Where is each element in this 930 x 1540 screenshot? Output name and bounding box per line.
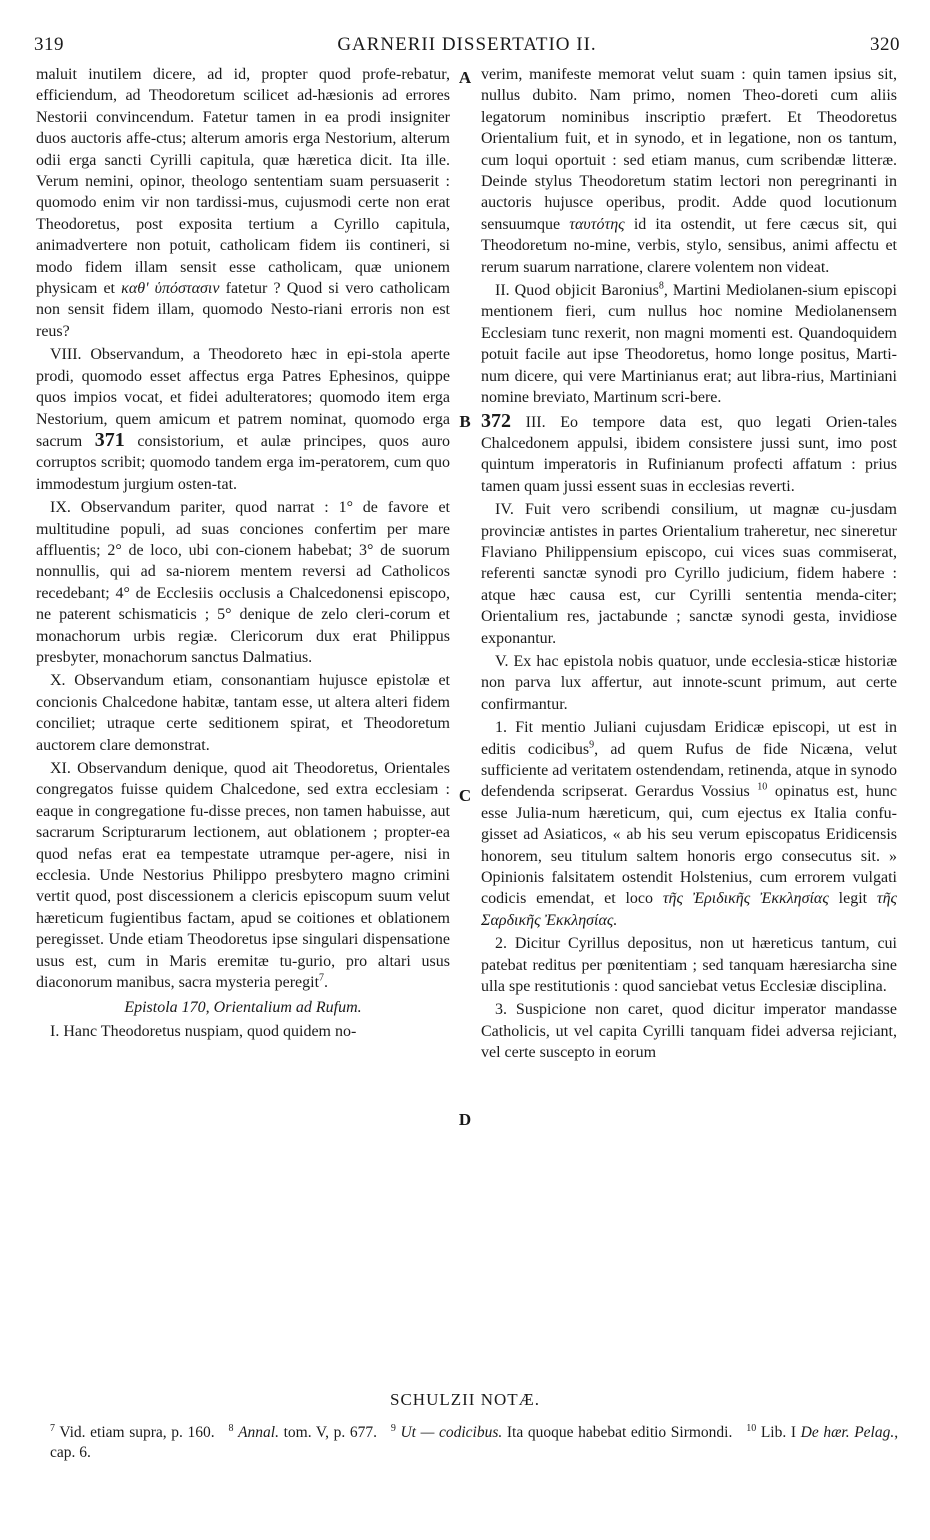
footnote-marker: 7: [50, 1422, 55, 1434]
paragraph: IV. Fuit vero scribendi consilium, ut magnæ cu-jusdam provinciæ antistes in partes Orientalium traheretur, nec sineretur Flaviano Philippensium episcopo, cui vices suas commiserat, referenti sanctæ synodi pro Cyrillo judicium, fidem habere : atque hæc causa est, cur Cyrilli sententia menda-citer; Orientalium res, jactabunde ; sanctæ synodi gesta, invidiose exponantur.: [481, 501, 897, 647]
paragraph: 2. Dicitur Cyrillus depositus, non ut hæreticus tantum, cui patebat reditus per pœnitentiam ; sed tanquam hæresiarcha sine ulla spe restitutionis : quod sanciebat vetus Ecclesiæ disciplina.: [481, 935, 897, 996]
marginal-page-number: 372: [481, 409, 511, 432]
margin-letter-b: B: [459, 412, 471, 431]
footnote-text: Lib. I: [760, 1424, 797, 1441]
footnote-text: Ita quoque habebat editio Sirmondi.: [506, 1424, 733, 1441]
paragraph: 1. Fit mentio Juliani cujusdam Eridicæ episcopi, ut est in editis codicibus$^9$, ad quem Rufus de fide Nicæna, velut sufficiente ad veritatem ostendendam, retinenda, atque in synodo defendenda scripserat. Gerardus Vossius $^{10}$ opinatus est, hunc esse Julia-num hæreticum, qui, cum ejectus ex Italia confu-gisset ad Asiaticos, « ab his seu verum episcopatus Eridicensis honorem, seu titulum saltem honoris ergo consecutus sit. » Opinionis falsitatem ostendit Holstenius, cum errorem vulgati codicis emendat, et loco τῆς Ἐριδικῆς Ἐκκλησίας legit τῆς Σαρδικῆς Ἐκκλησίας.: [481, 719, 898, 929]
running-title: GARNERII DISSERTATIO II.: [337, 34, 597, 55]
paragraph: I. Hanc Theodoretus nuspiam, quod quidem no-: [50, 1022, 357, 1040]
paragraph: XI. Observandum denique, quod ait Theodoretus, Orientales congregatos fuisse quidem Chalcedone, sed extra ecclesiam : eaque in congregatione fu-disse preces, non tamen habuisse, aut sacrarum Scripturarum lectionem, aut oblationem ; propter-ea quod nefas erat ea tempestate utramque per-agere, nisi in ecclesia. Unde Nestorius Philippo presbytero magno crimini vertit quod, post discessionem a clericis episcopum suum velut hæreticum fugientibus factam, apud se coitiones et oblationem peregisset. Unde etiam Theodoretus ipse singulari dispensatione usus est, cum in Maris eremitæ tu-gurio, pro altari usus diaconorum manibus, sacra mysteria peregit$^7$.: [36, 760, 450, 992]
paragraph: 3. Suspicione non caret, quod dicitur imperator mandasse Catholicis, ut vel capita Cyrilli tanquam fidei adversa rejiciant, vel certe suscepto in eorum: [481, 1001, 897, 1062]
footnote-text: De hær. Pelag.: [800, 1424, 895, 1441]
paragraph: maluit inutilem dicere, ad id, propter quod profe-rebatur, efficiendum, ad Theodoretum scilicet ad-hæsionis ad errores Nestorii convincendum. Fatetur tamen in ea prodi insigniter duos auctoris affe-ctus; alterum amoris erga Nestorium, alterum odii erga sancti Cyrilli capitula, quæ hæretica dicit. Ita ille. Verum nemini, opinor, theologo sententiam suam persuaserit : quomodo enim vir non tardissi-mus, cujusmodi certe non erat Theodoretus, post exposita tertium a Cyrillo capitula, animadvertere non potuit, catholicam fidem iis contineri, si modo fidem illam sensit esse catholicam, quæ unionem physicam et καθ' ὑπόστασιν fatetur ? Quod si vero catholicam non sensit fidem illam, quomodo Nesto-riani erroris non est reus?: [36, 66, 450, 340]
paragraph: VIII. Observandum, a Theodoreto hæc in epi-stola aperte prodi, quomodo esset affectus erga Patres Ephesinos, quippe quos impios vocat, et fidei adulteratores; quomodo item erga Nestorium, quem amicum et patrem nominat, quomodo erga sacrum 371 consistorium, et aulæ principes, quos auro corruptos scribit; quomodo tandem erga im-peratorem, cum quo immodestum jurgium osten-tat.: [36, 346, 451, 493]
footnote-ref: 9: [589, 739, 595, 751]
footnote-text: Ut — codicibus.: [400, 1424, 503, 1441]
page-header: [34, 34, 900, 60]
paragraph: verim, manifeste memorat velut suam : quin tamen ipsius sit, nullus dubito. Nam primo, nomen Theo-doreti cum aliis legatorum nominibus inscriptio præfert. Et Theodoretus Orientalium fuit, et in synodo, et in legatione, non os tantum, cum loqui oportuit : sed etiam manus, cum scribendæ litteræ. Deinde stylus Theodoretum statim lectori non peregrinanti in auctoris hujusce operibus, prodit. Adde quod locutionum sensuumque ταυτότης id ita ostendit, ut fere cæcus sit, qui Theodoretum no-mine, verbis, stylo, sensibus, animi affectu et rerum suarum narratione, clarere volentem non videat.: [481, 66, 898, 276]
footnote-text: Vid. etiam supra, p. 160.: [59, 1424, 215, 1441]
footnote-text: Annal.: [238, 1424, 279, 1441]
epistola-heading: Epistola 170, Orientalium ad Rufum.: [124, 999, 362, 1017]
footnote-ref: 10: [757, 782, 768, 794]
left-column: [36, 64, 450, 1042]
paragraph: X. Observandum etiam, consonantiam hujusce epistolæ et concionis Chalcedone habitæ, tantam esse, ut altera alteri fidem conciliet; utraque certe seditionem spirat, et Theodoretum auctorem clare demonstrat.: [36, 672, 450, 754]
footnote-text: tom. V, p. 677.: [283, 1424, 377, 1441]
footnote-ref: 8: [658, 280, 664, 292]
footnote-ref: 7: [319, 972, 325, 984]
footnote-marker: 10: [746, 1422, 757, 1434]
footnotes: [50, 1423, 898, 1463]
marginal-page-number: 371: [94, 428, 125, 451]
paragraph: IX. Observandum pariter, quod narrat : 1° de favore et multitudine populi, ad suas conciones confertim per mare affluentis; 2° de loco, ubi con-cionem habebat; 3° de suorum nonnullis, qui ad sa-niorem mentem reversi ad Catholicos recedebant; 4° de Ecclesiis occlusis a Chalcedonensi episcopo, ne paterent schismaticis ; 5° denique de zelo cleri-corum et monachorum urbis regiæ. Clericorum dux erat Philippus presbyter, monachorum sanctus Dalmatius.: [36, 499, 450, 666]
footnote-marker: 8: [228, 1422, 234, 1434]
page-number-right: 320: [870, 34, 900, 55]
paragraph: II. Quod objicit Baronius$^8$, Martini Mediolanen-sium episcopi mentionem fieri, cum nullus hoc nomine Mediolanensem Ecclesiam tunc rexerit, non magni momenti est. Quandoquidem potuit facile aut ipse Theodoretus, homo longe positus, Marti-num dicere, qui vere Martinianus erat; aut libra-rius, Martiniani nomine breviato, Martinum scri-bere.: [481, 280, 897, 407]
margin-letter-c: C: [458, 786, 472, 805]
greek-text: ταυτότης: [569, 215, 625, 233]
footnote-marker: 9: [390, 1422, 396, 1434]
notes-title: SCHULZII NOTÆ.: [390, 1390, 540, 1409]
paragraph: V. Ex hac epistola nobis quatuor, unde ecclesia-sticæ historiæ non parva lux affertur, aut innote-scunt primum, aut certe confirmantur.: [481, 652, 897, 713]
margin-letter-d: D: [458, 1110, 472, 1129]
greek-text: τῆς Σαρδικῆς Ἐκκλησίας.: [481, 890, 898, 929]
page-number-left: 319: [34, 34, 64, 55]
paragraph: 372 III. Eo tempore data est, quo legati Orien-tales Chalcedonem appulsi, ibidem consistere jussi sunt, imo post quintum imperatoris in Rufinianum profecti affatum : prius tamen quam jussi essent suas in ecclesias reverti.: [481, 409, 898, 495]
footnote-text: , cap. 6.: [50, 1424, 899, 1461]
margin-letter-a: A: [458, 68, 472, 87]
right-column: [481, 64, 897, 1064]
greek-text: καθ' ὑπόστασιν: [121, 280, 220, 298]
greek-text: τῆς Ἐριδικῆς Ἐκκλησίας: [662, 890, 829, 908]
